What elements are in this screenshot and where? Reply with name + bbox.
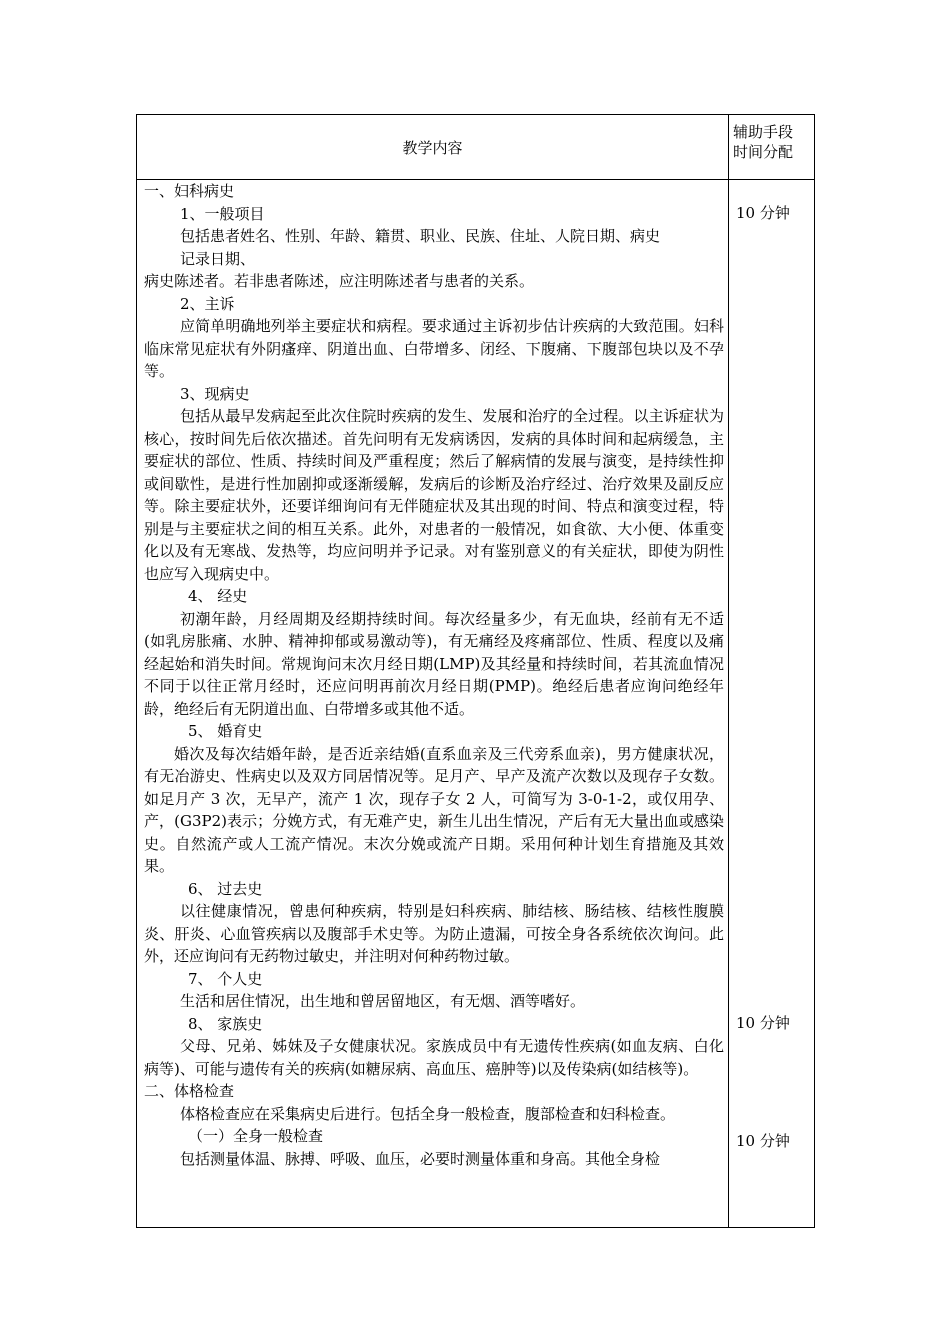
paragraph: 包括从最早发病起至此次住院时疾病的发生、发展和治疗的全过程。以主诉症状为核心，按时间先后依次描述。首先问明有无发病诱因，发病的具体时间和起病缓急，主要症状的部位、性质、持续时间及严重程度；然后了解病情的发展与演变，是持续性抑或间歇性，是进行性加剧抑或逐渐缓解，发病后的诊断及治疗经过、治疗效果及副反应等。除主要症状外，还要详细询问有无伴随症状及其出现的时间、特点和演变过程，特别是与主要症状之间的相互关系。此外，对患者的一般情况，如食欲、大小便、体重变化以及有无寒战、发热等，均应问明并予记录。对有鉴别意义的有关症状，即使为阴性也应写入现病史中。	[144, 407, 724, 583]
paragraph: 病史陈述者。若非患者陈述，应注明陈述者与患者的关系。	[144, 272, 535, 290]
paragraph: 生活和居住情况，出生地和曾居留地区，有无烟、酒等嗜好。	[180, 992, 586, 1010]
subsection-heading: 7、 个人史	[188, 969, 263, 988]
paragraph: 记录日期、	[180, 249, 256, 268]
side-header-line-1: 辅助手段	[733, 123, 794, 141]
subsection-heading: 1、一般项目	[180, 204, 265, 223]
side-header-line-2: 时间分配	[733, 143, 794, 161]
subsection-heading: 6、 过去史	[188, 879, 263, 898]
column-divider	[728, 115, 729, 1227]
time-allocation: 10 分钟	[736, 204, 790, 222]
content-column-header: 教学内容	[402, 138, 463, 157]
time-allocation: 10 分钟	[736, 1132, 790, 1150]
side-column-header	[733, 122, 813, 162]
paragraph: 应简单明确地列举主要症状和病程。要求通过主诉初步估计疾病的大致范围。妇科临床常见症状有外阴瘙痒、阴道出血、白带增多、闭经、下腹痛、下腹部包块以及不孕等。	[144, 317, 724, 380]
paragraph: 包括患者姓名、性别、年龄、籍贯、职业、民族、住址、人院日期、病史	[180, 227, 661, 245]
paragraph: 父母、兄弟、姊妹及子女健康状况。家族成员中有无遗传性疾病(如血友病、白化病等)、可能与遗传有关的疾病(如糖尿病、高血压、癌肿等)以及传染病(如结核等)。	[144, 1037, 724, 1078]
subsection-heading: 3、现病史	[180, 384, 250, 403]
paragraph: 初潮年龄，月经周期及经期持续时间。每次经量多少，有无血块，经前有无不适(如乳房胀痛、水肿、精神抑郁或易激动等)，有无痛经及疼痛部位、性质、程度以及痛经起始和消失时间。常规询问末次月经日期(LMP)及其经量和持续时间，若其流血情况不同于以往正常月经时，还应问明再前次月经日期(PMP)。绝经后患者应询问绝经年龄，绝经后有无阴道出血、白带增多或其他不适。	[144, 609, 724, 718]
paragraph: 以往健康情况，曾患何种疾病，特别是妇科疾病、肺结核、肠结核、结核性腹膜炎、肝炎、心血管疾病以及腹部手术史等。为防止遗漏，可按全身各系统依次询问。此外，还应询问有无药物过敏史，并注明对何种药物过敏。	[144, 902, 724, 965]
subsection-heading: 8、 家族史	[188, 1014, 263, 1033]
lesson-table	[136, 114, 815, 1228]
subsection-heading: 4、 经史	[188, 587, 248, 605]
subsection-heading: 5、 婚育史	[188, 722, 263, 740]
subsection-heading: 2、主诉	[180, 294, 235, 313]
paragraph: 体格检查应在采集病史后进行。包括全身一般检查，腹部检查和妇科检查。	[180, 1104, 676, 1123]
section-heading: 一、妇科病史	[144, 182, 235, 200]
table-header-row	[137, 115, 814, 180]
section-heading: 二、体格检查	[144, 1082, 235, 1100]
paragraph: 婚次及每次结婚年龄，是否近亲结婚(直系血亲及三代旁系血亲)，男方健康状况，有无冶游史、性病史以及双方同居情况等。足月产、早产及流产次数以及现存子女数。如足月产 3 次，无早产，流产 1 次，现存子女 2 人，可简写为 3-0-1-2，或仅用孕、产，(G3P2)表示；分娩方式，有无难产史，新生儿出生情况，产后有无大量出血或感染史。自然流产或人工流产情况。末次分娩或流产日期。采用何种计划生育措施及其效果。	[144, 744, 724, 875]
teaching-content	[144, 180, 724, 1170]
paragraph: 包括测量体温、脉搏、呼吸、血压，必要时测量体重和身高。其他全身检	[180, 1149, 661, 1168]
time-allocation: 10 分钟	[736, 1014, 790, 1032]
subsection-heading: （一）全身一般检查	[188, 1127, 324, 1145]
